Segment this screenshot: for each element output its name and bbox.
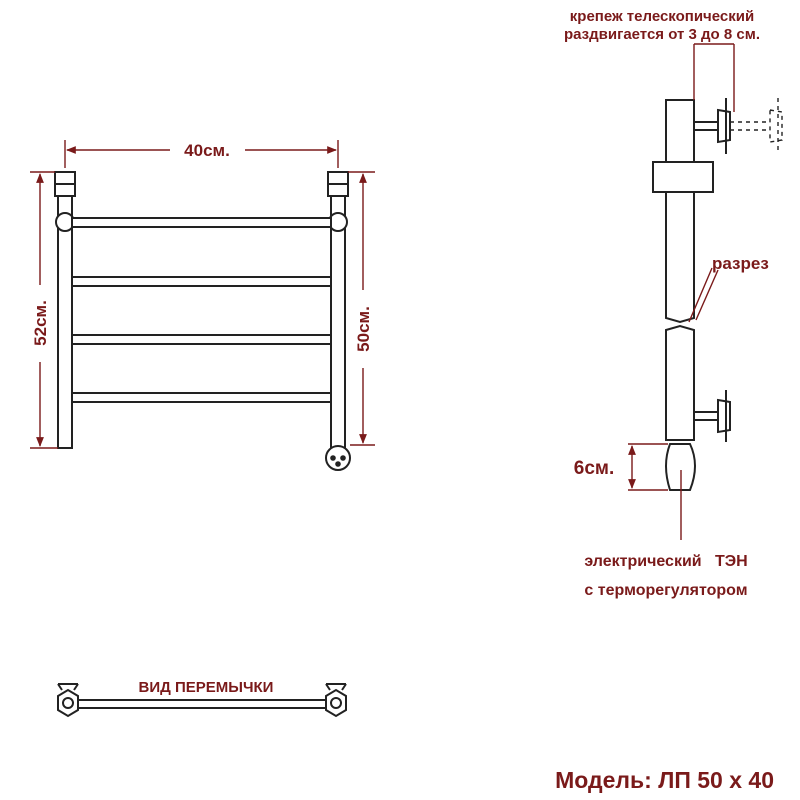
mount-label-line1: крепеж телескопический	[569, 8, 755, 25]
lower-wall-bracket	[694, 390, 730, 442]
height-right-label: 50см.	[354, 306, 373, 352]
section-label: разрез	[712, 254, 769, 273]
side-clamp-block	[653, 162, 713, 192]
model-label: Модель: ЛП 50 х 40	[555, 767, 774, 793]
heater-label-line1: электрический ТЭН	[584, 553, 748, 570]
crossbar-4	[72, 393, 331, 402]
jumper-bar	[74, 700, 330, 708]
heater-label-line2: с терморегулятором	[584, 582, 748, 599]
heater-height-label: 6см.	[573, 458, 615, 479]
mount-label-line2: раздвигается от 3 до 8 см.	[563, 26, 761, 43]
jumper-label: ВИД ПЕРЕМЫЧКИ	[138, 679, 274, 696]
width-label: 40см.	[184, 141, 230, 160]
crossbar-1	[72, 218, 331, 227]
upper-wall-bracket	[694, 98, 730, 154]
telescopic-extension	[730, 98, 782, 154]
side-lower-tube	[666, 326, 694, 440]
crossbar-3	[72, 335, 331, 344]
side-upper-tube	[666, 100, 694, 322]
crossbar-2	[72, 277, 331, 286]
front-view	[55, 172, 350, 470]
side-view	[653, 98, 782, 490]
height-left-label: 52см.	[31, 300, 50, 346]
